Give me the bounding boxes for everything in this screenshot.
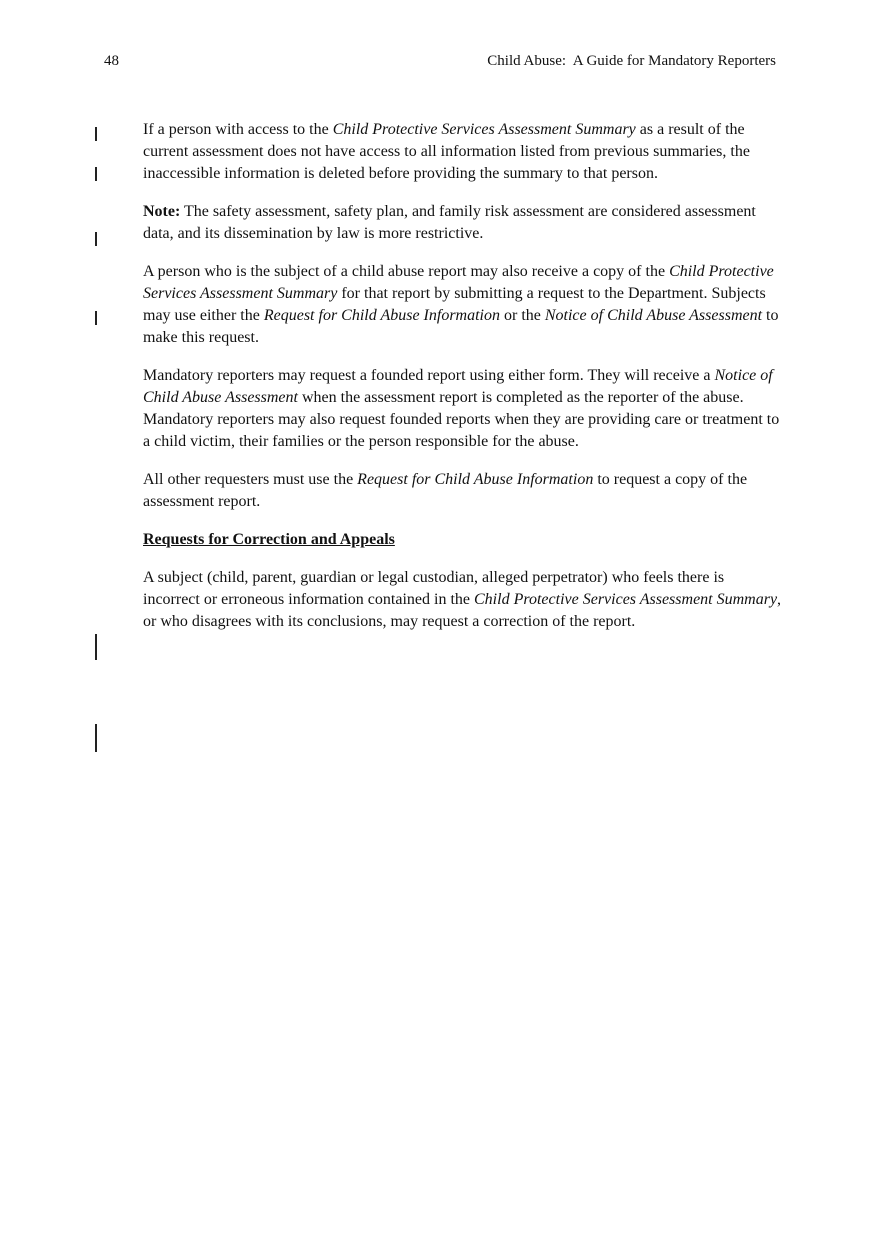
- paragraph-subject-request: A person who is the subject of a child abuse report may also receive a copy of the Child Protective Services Assessment Summary for that report by submitting a request to the Department. Subjects may use either the Request for Child Abuse Information or the Notice of Child Abuse Assessment to make this request.: [143, 263, 779, 346]
- paragraph-note: Note: The safety assessment, safety plan, and family risk assessment are considered assessment data, and its dissemination by law is more restrictive.: [143, 203, 756, 242]
- revision-change-bar: [95, 167, 97, 181]
- revision-change-bar: [95, 724, 97, 752]
- running-header-title: Child Abuse: A Guide for Mandatory Reporters: [487, 53, 776, 69]
- note-label: Note:: [143, 203, 181, 220]
- paragraph-access-summary: If a person with access to the Child Protective Services Assessment Summary as a result of the current assessment does not have access to all information listed from previous summaries, the inaccessible information is deleted before providing the summary to that person.: [143, 121, 750, 182]
- page-number: 48: [104, 53, 119, 69]
- paragraph-correction: A subject (child, parent, guardian or legal custodian, alleged perpetrator) who feels there is incorrect or erroneous information contained in the Child Protective Services Assessment Summary, or who disagrees with its conclusions, may request a correction of the report.: [143, 569, 782, 630]
- revision-change-bar: [95, 127, 97, 141]
- paragraph-other-requesters: All other requesters must use the Request for Child Abuse Information to request a copy of the assessment report.: [143, 471, 748, 510]
- revision-change-bar: [95, 311, 97, 325]
- paragraph-mandatory-reporters: Mandatory reporters may request a founded report using either form. They will receive a Notice of Child Abuse Assessment when the assessment report is completed as the reporter of the abuse. Mandatory reporters may also request founded reports when they are providing care or treatment to a child victim, their families or the person responsible for the abuse.: [143, 367, 780, 450]
- section-heading: Requests for Correction and Appeals: [143, 531, 395, 548]
- revision-change-bar: [95, 232, 97, 246]
- revision-change-bar: [95, 634, 97, 660]
- document-body: [143, 119, 783, 649]
